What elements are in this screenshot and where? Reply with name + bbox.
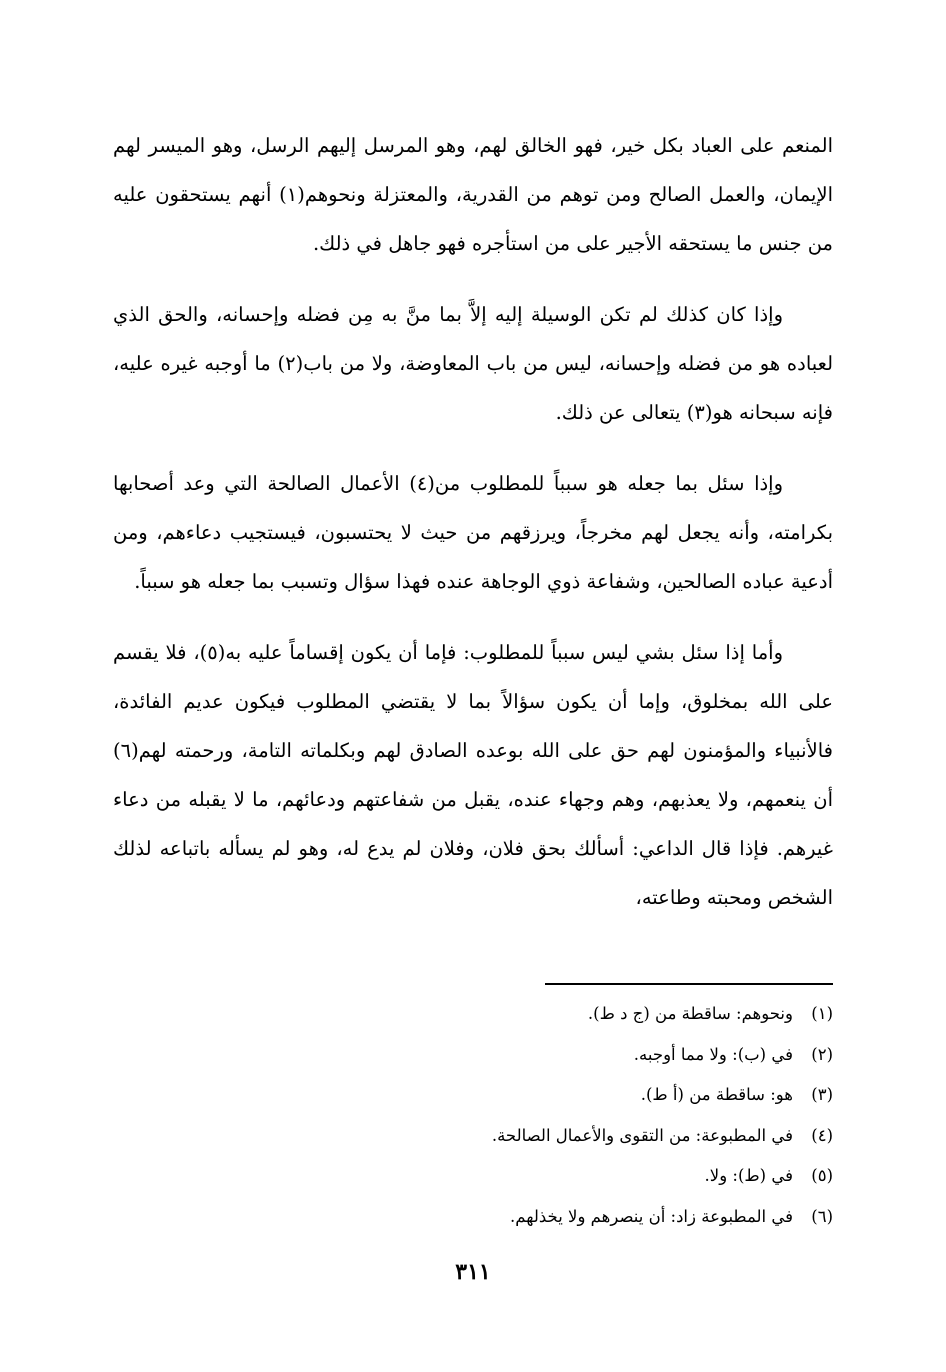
footnote-number: (٣): [811, 1085, 833, 1105]
footnote-text: في المطبوعة: من التقوى والأعمال الصالحة.: [491, 1125, 793, 1145]
footnote-text: هو: ساقطة من (أ ط).: [640, 1085, 793, 1105]
footnotes-list: [113, 994, 833, 1238]
footnote-number: (١): [811, 1004, 833, 1023]
footnote-text: في (ط): ولا.: [704, 1166, 793, 1186]
page-number: ٣١١: [455, 1259, 491, 1285]
footnote-item: [113, 1156, 833, 1197]
paragraph-4: وأما إذا سئل بشي ليس سبباً للمطلوب: فإما أن يكون إقساماً عليه به(٥)، فلا يقسم على الله بمخلوق، وإما أن يكون سؤالاً بما لا يقتضي المطلوب فيكون عديم الفائدة، فالأنبياء والمؤمنون لهم حق على الله بوعده الصادق لهم وبكلماته التامة، ورحمته لهم(٦) أن ينعمهم، ولا يعذبهم، وهم وجهاء عنده، يقبل من شفاعتهم ودعائهم، ما لا يقبله من دعاء غيرهم. فإذا قال الداعي: أسألك بحق فلان، وفلان لم يدع له، وهو لم يسأله باتباعه لذلك الشخص ومحبته وطاعته،: [113, 641, 833, 909]
footnote-text: ونحوهم: ساقطة من (ج د ط).: [587, 1004, 793, 1023]
paragraph-1: المنعم على العباد بكل خير، فهو الخالق لهم، وهو المرسل إليهم الرسل، وهو الميسر لهم الإيمان، والعمل الصالح ومن توهم من القدرية، والمعتزلة ونحوهم(١) أنهم يستحقون عليه من جنس ما يستحقه الأجير على من استأجره فهو جاهل في ذلك.: [113, 134, 833, 255]
footnote-item: [113, 1197, 833, 1238]
footnote-number: (٢): [811, 1044, 833, 1064]
footnote-item: [113, 1075, 833, 1116]
footnote-number: (٤): [811, 1125, 833, 1145]
paragraph-2: وإذا كان كذلك لم تكن الوسيلة إليه إلاَّ بما منَّ به مِن فضله وإحسانه، والحق الذي لعباده هو من فضله وإحسانه، ليس من باب المعاوضة، ولا من باب(٢) ما أوجبه غيره عليه، فإنه سبحانه هو(٣) يتعالى عن ذلك.: [113, 303, 834, 424]
paragraph-3: وإذا سئل بما جعله هو سبباً للمطلوب من(٤) الأعمال الصالحة التي وعد أصحابها بكرامته، وأنه يجعل لهم مخرجاً، ويرزقهم من حيث لا يحتسبون، فيستجيب دعاءهم، ومن أدعية عباده الصالحين، وشفاعة ذوي الوجاهة عنده فهذا سؤال وتسبب بما جعله هو سبباً.: [113, 472, 833, 593]
footnote-number: (٦): [811, 1206, 833, 1226]
footnote-separator: [545, 983, 833, 985]
footnote-item: [113, 1116, 833, 1157]
footnote-text: في المطبوعة زاد: أن ينصرهم ولا يخذلهم.: [510, 1206, 793, 1226]
footnote-number: (٥): [811, 1166, 833, 1186]
footnote-text: في (ب): ولا مما أوجبه.: [633, 1044, 793, 1064]
footnote-item: [113, 994, 833, 1035]
main-text: [113, 121, 833, 922]
footnote-item: [113, 1035, 833, 1076]
